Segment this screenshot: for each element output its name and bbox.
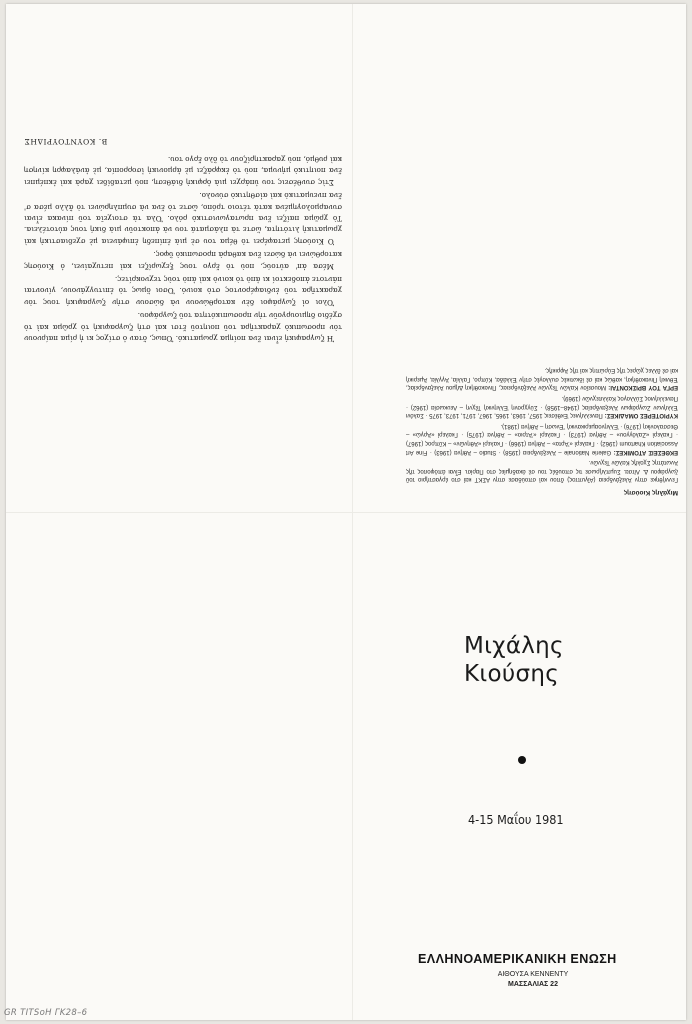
essay-paragraph: Ἡ ζωγραφική εἶναι ἕνα ποίημα χρωματικό. Ὅπως, ὅταν ὁ στίχος κι ἡ ρίμα παίρνουν τὸν προσωπικὸ χαρακτῆρα τοῦ ποιητοῦ ἔτσι καὶ στὴ ζωγραφικὴ τὸ χρῶμα καὶ τὸ σχέδιο δημιουργοῦν τὴν προσωπικότητα τοῦ ζωγράφου. xyxy=(24,311,342,343)
bio-group-section xyxy=(406,393,678,419)
artist-name xyxy=(464,632,584,688)
bio-title: Μιχάλης Κιούσης xyxy=(623,489,678,496)
venue-block xyxy=(458,970,608,990)
brochure-sheet xyxy=(6,4,686,1020)
essay-panel xyxy=(24,44,342,344)
artist-first-name: Μιχάλης xyxy=(464,633,564,659)
horizontal-fold xyxy=(6,512,686,513)
bio-works-section xyxy=(406,366,678,392)
bio-group-text: Πανελλήνιες Ἐκθέσεις 1957, 1963, 1965, 1967, 1971, 1973, 1975 · Σαλόνι Ἑλλήνων Ζωγράφων Ἀλεξανδρείας (1948–1958) · Σύγχρονη Ἑλληνικὴ Τέχνη – Λευκωσία (1962) · Πανελλήνιος Σύλλογος Καλλιτεχνῶν (1969). xyxy=(406,395,678,419)
exhibition-dates: 4-15 Μαΐου 1981 xyxy=(468,812,564,827)
organization-name: ΕΛΛΗΝΟΑΜΕΡΙΚΑΝΙΚΗ ΕΝΩΣΗ xyxy=(418,952,617,966)
biography-panel xyxy=(406,266,678,496)
essay-signature: Β. ΚΟΥΝΤΟΥΡΙΔΗΣ xyxy=(24,137,108,147)
bio-solo-text: Galerie Nationale – Ἀλεξάνδρεια (1958) · Studio – Ἀθήνα (1963) · Fine Art Association Khartoum (1962) · Γκαλερὶ «Ἄρτα» – Ἀθήνα (1966) · Γκαλερὶ «Ἀθηνῶν» – Κῦπρος (1967) · Γκαλερὶ «Ζαλόγγου» – Ἀθήνα (1973) · Γκαλερὶ «Ἄτριο» – Ἀθήνα (1975) · Γκαλερὶ «Ἀργώ» – Θεσσαλονίκη (1976) · Ἑλληνοαμερικανική Ἕνωση – Ἀθήνα (1981). xyxy=(406,422,678,455)
bullet-dot xyxy=(518,756,526,764)
bio-intro: Γεννήθηκε στην Ἀλεξάνδρεια (Αἴγυπτος) ὅπου καὶ σπούδασε στην ΑΣΚΤ καὶ στο ἐργαστήριο τοῦ ζωγράφου Δ. Λίτσα. Συμπλήρωσε τις σπουδές του σὲ ἀκαδημίες στο Παρίσι. Εἶναι ἀπόφοιτος τῆς Ἀνωτάτης Σχολῆς Καλῶν Τεχνῶν. xyxy=(406,459,678,483)
bio-solo-section xyxy=(406,421,678,455)
essay-paragraph: Ὁ Κιούσης μεταφέρει τὸ θέμα του σὲ μιὰ ἐπίπεδη ἐπιφάνεια μὲ σχεδιαστικὴ καὶ χρωματικὴ λιτότητα, ὥστε τὰ πλάσματά του νὰ ἀποκτοῦν μιὰ δική τους αὐτοτέλεια. Τὸ χρῶμα παίζει ἕνα πρωταγωνιστικὸ ρόλο. Ὅλα τὰ στοιχεῖα τοῦ πίνακα εἶναι συναρμολογημένα κατὰ τέτοιο τρόπο, ὥστε τὸ ἕνα νὰ συμπληρώνει τὸ ἄλλο μέσα σ' ἕνα πνευματικὸ καὶ αἰσθητικὸ σύνολο. xyxy=(24,191,342,246)
essay-paragraph: Στὶς συνθέσεις του ὑπάρχει μιὰ ὀρφικὴ διάθεση, ποὺ μεταδίδει χαρὰ καὶ ἐκπέμπει ἕνα ποιητικὸ μήνυμα, ποὺ τὸ ἐκφράζει μὲ ἁρμονικὴ ἰσορροπία, μὲ ἀνάλαφρη κίνηση καὶ ρυθμό, ποὺ χαρακτηρίζουν τὸ ὅλο ἔργο του. xyxy=(24,154,342,187)
venue-name: ΑΙΘΟΥΣΑ ΚΕΝΝΕΝΤΥ xyxy=(497,971,569,978)
essay-paragraph: Ὅλοι οἱ ζωγράφοι δὲν κατορθώνουν νὰ δώσουν στὴν ζωγραφική τους τὸν χαρακτῆρα τοῦ ἐνδιαφέροντος στὸ κοινό. Ὅσοι ὅμως τὸ ἐπιτυγχάνουν, γίνονται πάντοτε ἀποδεκτοί κι ἀπὸ τὸ κοινὸ καὶ ἀπὸ τοὺς τεχνοκρίτες. xyxy=(24,274,342,307)
bio-works-heading: ΕΡΓΑ ΤΟΥ ΒΡΙΣΚΟΝΤΑΙ: xyxy=(608,384,678,391)
bio-solo-heading: ΕΚΘΕΣΕΙΣ ΑΤΟΜΙΚΕΣ: xyxy=(613,448,678,455)
bio-works-text: Μουσεῖον Καλῶν Τεχνῶν Ἀλεξάνδρειας, Πινακοθήκη Δήμου Ἀλεξανδρείας, Ἐθνικὴ Πινακοθήκη, καθὼς καὶ σὲ ἰδιωτικὲς συλλογὲς στὴν Ἑλλάδα, Κύπρο, Γαλλία, Ἀγγλία, Ἀμερικὴ καὶ σὲ ἄλλες χῶρες τῆς Εὐρώπης καὶ τῆς Ἀφρικῆς. xyxy=(406,367,678,391)
venue-address: ΜΑΣΣΑΛΙΑΣ 22 xyxy=(508,981,558,988)
essay-paragraph: Μέσα ἀπ' αὐτούς, ποὺ τὸ ἔργο τους ξεχωρίζει καὶ πετυχαίνει, ὁ Κιούσης κατορθώνει νὰ δώσει ἕνα καθαρὰ προσωπικὸ ὕφος. xyxy=(24,250,342,271)
archive-handwritten-note: GR TITSoH ΓΚ28–6 xyxy=(4,1008,88,1018)
bio-group-heading: ΚΥΡΙΟΤΕΡΕΣ ΟΜΑΔΙΚΕΣ: xyxy=(604,412,678,419)
artist-last-name: Κιούσης xyxy=(464,661,559,687)
